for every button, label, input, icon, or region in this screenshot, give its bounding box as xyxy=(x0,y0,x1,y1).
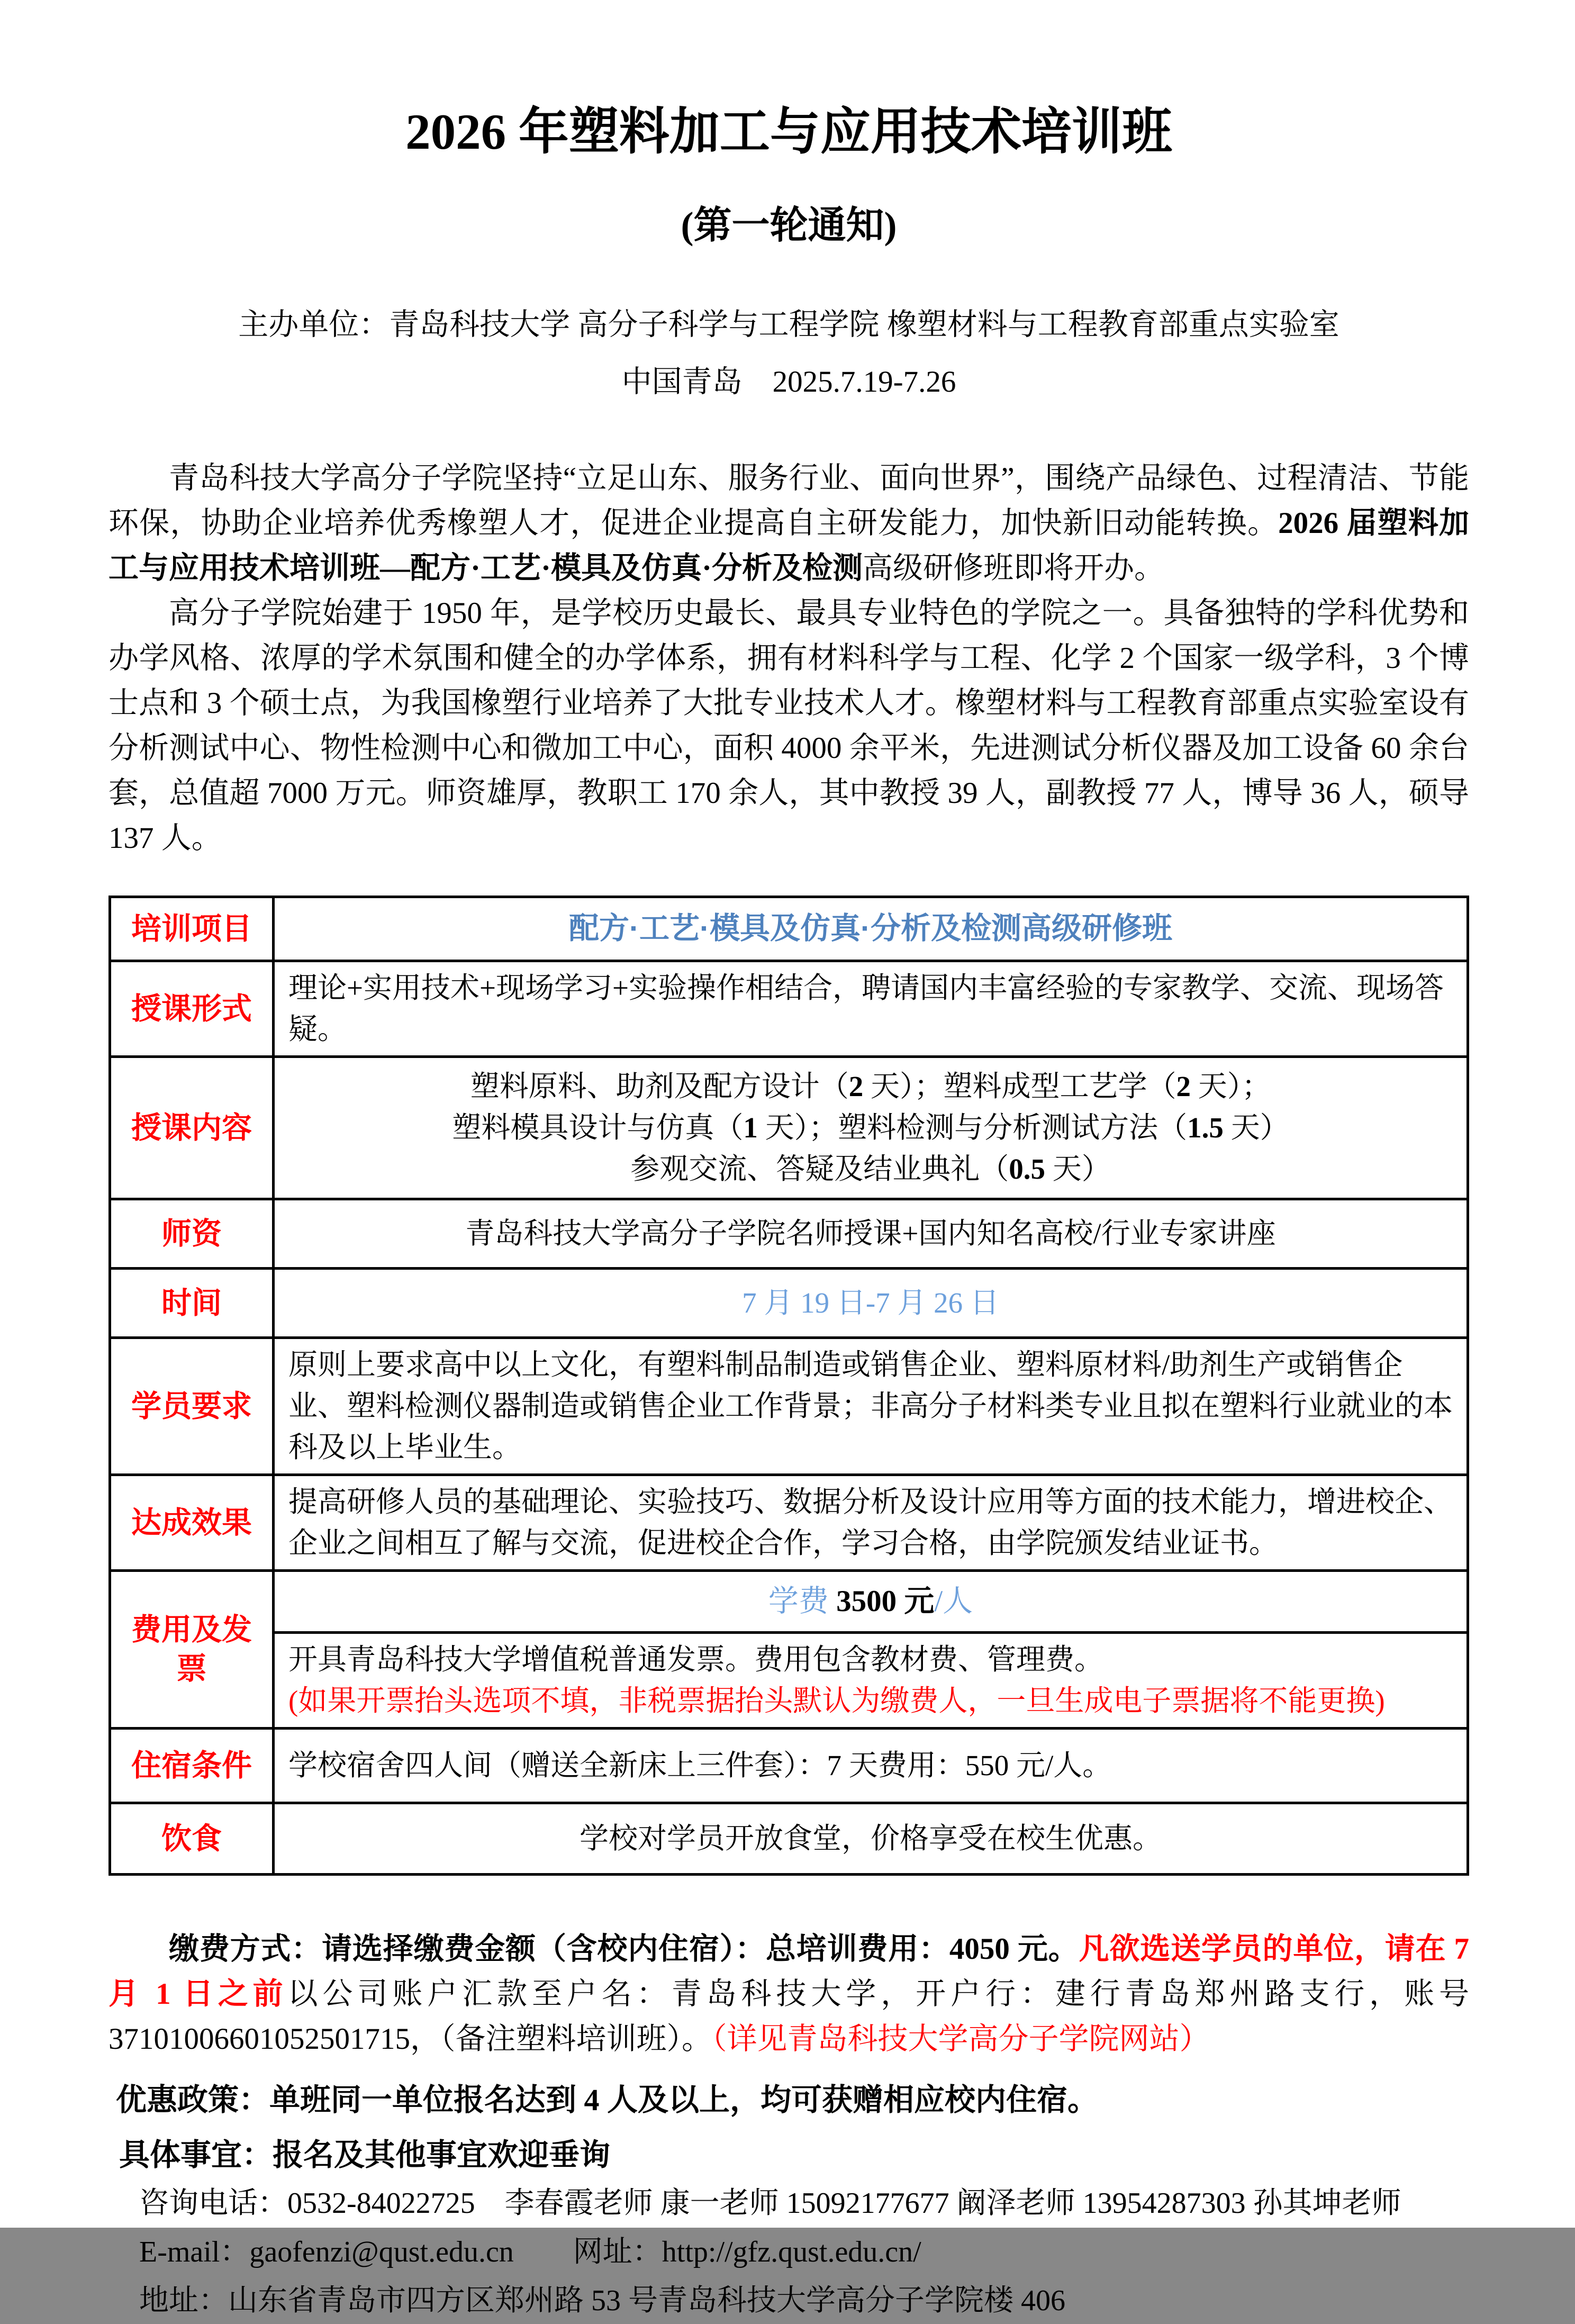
policy-line: 优惠政策：单班同一单位报名达到 4 人及以上，均可获赠相应校内住宿。 xyxy=(116,2082,1099,2117)
details-heading: 具体事宜：报名及其他事宜欢迎垂询 xyxy=(119,2137,611,2172)
content-days: 0.5 xyxy=(1009,1152,1045,1185)
label-faculty: 师资 xyxy=(110,1199,274,1268)
content-days: 1 xyxy=(743,1111,758,1144)
training-info-table xyxy=(108,896,1469,1876)
row-fee-invoice xyxy=(110,1632,1468,1728)
label-accommodation: 住宿条件 xyxy=(110,1728,274,1803)
content-days: 2 xyxy=(1176,1070,1191,1102)
intro-p1-normal: 青岛科技大学高分子学院坚持“立足山东、服务行业、面向世界”，围绕产品绿色、过程清洁、节能环保，协助企业培养优秀橡塑人才，促进企业提高自主研发能力，加快新旧动能转换。 xyxy=(108,461,1469,540)
payment-method-bold: 缴费方式：请选择缴费金额（含校内住宿）：总培训费用：4050 元。 xyxy=(169,1932,1079,1966)
payment-bank-info: 以公司账户汇款至户名：青岛科技大学，开户行：建行青岛郑州路支行，账号 37101006601052501715，（备注塑料培训班）。 xyxy=(108,1977,1470,2056)
accommodation-value: 学校宿舍四人间（赠送全新床上三件套）：7 天费用：550 元/人。 xyxy=(274,1728,1468,1803)
row-schedule xyxy=(110,1268,1468,1337)
label-schedule: 时间 xyxy=(110,1268,274,1337)
address-line: 地址：山东省青岛市四方区郑州路 53 号青岛科技大学高分子学院楼 406 xyxy=(139,2284,1065,2317)
tuition-prefix: 学费 xyxy=(768,1584,837,1618)
content-days: 2 xyxy=(848,1070,864,1102)
intro-paragraph-2: 高分子学院始建于 1950 年，是学校历史最长、最具专业特色的学院之一。具备独特的学科优势和办学风格、浓厚的学术氛围和健全的办学体系，拥有材料科学与工程、化学 2 个国家一级学科，3 个博士点和 3 个硕士点，为我国橡塑行业培养了大批专业技术人才。橡塑材料与工程教育部重点实验室设有分析测试中心、物性检测中心和微加工中心，面积 4000 余平米，先进测试分析仪器及加工设备 60 余台套，总值超 7000 万元。师资雄厚，教职工 170 余人，其中教授 39 人，副教授 77 人，博导 36 人，硕导 137 人。 xyxy=(108,596,1469,855)
label-teaching-content: 授课内容 xyxy=(110,1056,274,1199)
row-accommodation xyxy=(110,1728,1468,1803)
teaching-content-line2 xyxy=(288,1107,1453,1149)
intro-p1-tail: 高级研修班即将开办。 xyxy=(863,551,1165,585)
venue-date-line: 中国青岛 2025.7.19-7.26 xyxy=(621,365,956,399)
label-training-project: 培训项目 xyxy=(110,897,274,961)
training-project-value: 配方·工艺·模具及仿真·分析及检测高级研修班 xyxy=(569,911,1172,946)
faculty-value: 青岛科技大学高分子学院名师授课+国内知名高校/行业专家讲座 xyxy=(274,1199,1468,1268)
email-line: E-mail：gaofenzi@qust.edu.cn 网址：http://gfz.qust.edu.cn/ xyxy=(139,2235,921,2268)
intro-paragraph-1 xyxy=(108,456,1469,591)
dining-value: 学校对学员开放食堂，价格享受在校生优惠。 xyxy=(274,1803,1468,1874)
label-fee-invoice: 费用及发票 xyxy=(110,1570,274,1728)
content-text: 天）；塑料成型工艺学（ xyxy=(863,1070,1176,1102)
tuition-line xyxy=(768,1585,973,1618)
organizer-line: 主办单位：青岛科技大学 高分子科学与工程学院 橡塑材料与工程教育部重点实验室 xyxy=(238,308,1339,341)
row-faculty xyxy=(110,1199,1468,1268)
invoice-line: 开具青岛科技大学增值税普通发票。费用包含教材费、管理费。 xyxy=(288,1643,1104,1676)
schedule-value: 7 月 19 日-7 月 26 日 xyxy=(742,1286,999,1319)
teaching-form-value: 理论+实用技术+现场学习+实验操作相结合，聘请国内丰富经验的专家教学、交流、现场答疑。 xyxy=(274,961,1468,1056)
tuition-amount: 3500 元 xyxy=(836,1584,935,1618)
cell-tuition xyxy=(274,1570,1468,1632)
row-training-project xyxy=(110,897,1468,961)
cell-teaching-content xyxy=(274,1056,1468,1199)
cell-schedule xyxy=(274,1268,1468,1337)
payment-website-note: （详见青岛科技大学高分子学院网站） xyxy=(712,2022,1210,2056)
tuition-suffix: /人 xyxy=(934,1584,973,1618)
label-trainee-requirements: 学员要求 xyxy=(110,1337,274,1475)
phone-line: 咨询电话：0532-84022725 李春霞老师 康一老师 15092177677 阚泽老师 13954287303 孙其坤老师 xyxy=(139,2186,1401,2220)
content-text: 天）；塑料检测与分析测试方法（ xyxy=(757,1111,1188,1144)
teaching-content-line1 xyxy=(288,1066,1453,1107)
row-dining xyxy=(110,1803,1468,1874)
page-title: 2026 年塑料加工与应用技术培训班 xyxy=(405,104,1172,160)
content-text: 参观交流、答疑及结业典礼（ xyxy=(630,1152,1009,1185)
outcomes-value: 提高研修人员的基础理论、实验技巧、数据分析及设计应用等方面的技术能力，增进校企、企业之间相互了解与交流，促进校企合作，学习合格，由学院颁发结业证书。 xyxy=(274,1475,1468,1570)
label-teaching-form: 授课形式 xyxy=(110,961,274,1056)
row-outcomes xyxy=(110,1475,1468,1570)
row-trainee-requirements xyxy=(110,1337,1468,1475)
row-teaching-form xyxy=(110,961,1468,1056)
invoice-note: (如果开票抬头选项不填，非税票据抬头默认为缴费人，一旦生成电子票据将不能更换) xyxy=(288,1684,1385,1717)
payment-deadline-red: 凡欲选送学员的单位，请在 7 月 1 日之前 xyxy=(108,1932,1470,2011)
trainee-requirements-value: 原则上要求高中以上文化，有塑料制品制造或销售企业、塑料原材料/助剂生产或销售企业、塑料检测仪器制造或销售企业工作背景；非高分子材料类专业且拟在塑料行业就业的本科及以上毕业生。 xyxy=(274,1337,1468,1475)
content-days: 1.5 xyxy=(1187,1111,1224,1144)
content-text: 塑料模具设计与仿真（ xyxy=(452,1111,744,1144)
content-text: 天）； xyxy=(1191,1070,1271,1102)
content-text: 天） xyxy=(1045,1152,1111,1185)
cell-invoice xyxy=(274,1632,1468,1728)
row-teaching-content xyxy=(110,1056,1468,1199)
page-subtitle: (第一轮通知) xyxy=(681,204,897,247)
row-fee-tuition xyxy=(110,1570,1468,1632)
intro-p1-bold: 2026 届塑料加工与应用技术培训班—配方·工艺·模具及仿真·分析及检测 xyxy=(108,506,1470,585)
teaching-content-line3 xyxy=(288,1149,1453,1190)
content-text: 天） xyxy=(1223,1111,1289,1144)
label-outcomes: 达成效果 xyxy=(110,1475,274,1570)
payment-paragraph xyxy=(108,1927,1469,2061)
cell-training-project xyxy=(274,897,1468,961)
label-dining: 饮食 xyxy=(110,1803,274,1874)
content-text: 塑料原料、助剂及配方设计（ xyxy=(470,1070,849,1102)
